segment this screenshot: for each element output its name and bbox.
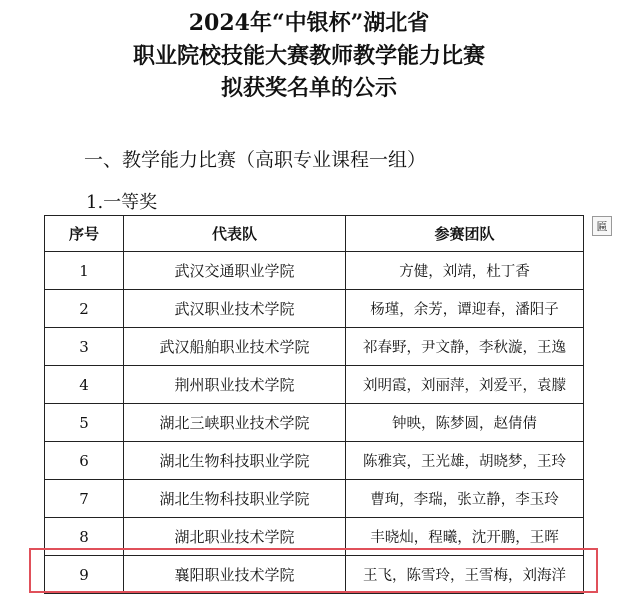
document-title-line-2: 职业院校技能大赛教师教学能力比赛 xyxy=(132,43,485,69)
table-row-highlighted xyxy=(45,556,584,594)
team-members: 王飞，陈雪玲，王雪梅，刘海洋 xyxy=(346,556,584,594)
award-level-heading: 1.一等奖 xyxy=(86,192,158,213)
table-row xyxy=(45,252,584,290)
column-header-team: 代表队 xyxy=(124,216,346,252)
table-row xyxy=(45,328,584,366)
table-row xyxy=(45,518,584,556)
column-header-number: 序号 xyxy=(45,216,124,252)
team-members: 曹珣，李瑞，张立静，李玉玲 xyxy=(346,480,584,518)
team-members: 方健，刘靖，杜丁香 xyxy=(346,252,584,290)
table-row xyxy=(45,366,584,404)
column-header-members: 参赛团队 xyxy=(346,216,584,252)
team-members: 刘明霞，刘丽萍，刘爱平，袁朦 xyxy=(346,366,584,404)
document-title-line-1: 2024年“中银杯”湖北省 xyxy=(188,10,430,36)
team-members: 祁春野，尹文静，李秋漩，王逸 xyxy=(346,328,584,366)
table-row xyxy=(45,480,584,518)
table-header-row xyxy=(45,216,584,252)
team-name: 武汉职业技术学院 xyxy=(124,290,346,328)
row-number: 3 xyxy=(45,328,124,366)
awards-table xyxy=(44,215,584,594)
document-icon[interactable]: 匾 xyxy=(592,216,612,236)
row-number: 8 xyxy=(45,518,124,556)
team-name: 武汉交通职业学院 xyxy=(124,252,346,290)
document-title-line-3: 拟获奖名单的公示 xyxy=(220,75,397,101)
table-row xyxy=(45,290,584,328)
row-number: 6 xyxy=(45,442,124,480)
team-members: 杨瑾，余芳，谭迎春，潘阳子 xyxy=(346,290,584,328)
row-number: 1 xyxy=(45,252,124,290)
team-name: 武汉船舶职业技术学院 xyxy=(124,328,346,366)
table-row xyxy=(45,442,584,480)
team-name: 荆州职业技术学院 xyxy=(124,366,346,404)
team-members: 钟映，陈梦圆，赵倩倩 xyxy=(346,404,584,442)
team-name: 湖北三峡职业技术学院 xyxy=(124,404,346,442)
row-number: 9 xyxy=(45,556,124,594)
team-name: 湖北生物科技职业学院 xyxy=(124,442,346,480)
row-number: 4 xyxy=(45,366,124,404)
section-heading: 一、教学能力比赛（高职专业课程一组） xyxy=(84,149,427,171)
table-row xyxy=(45,404,584,442)
team-name: 湖北职业技术学院 xyxy=(124,518,346,556)
team-name: 湖北生物科技职业学院 xyxy=(124,480,346,518)
row-number: 2 xyxy=(45,290,124,328)
team-members: 陈雅宾，王光雄，胡晓梦，王玲 xyxy=(346,442,584,480)
team-members: 丰晓灿，程曦，沈开鹏，王晖 xyxy=(346,518,584,556)
team-name: 襄阳职业技术学院 xyxy=(124,556,346,594)
row-number: 5 xyxy=(45,404,124,442)
row-number: 7 xyxy=(45,480,124,518)
